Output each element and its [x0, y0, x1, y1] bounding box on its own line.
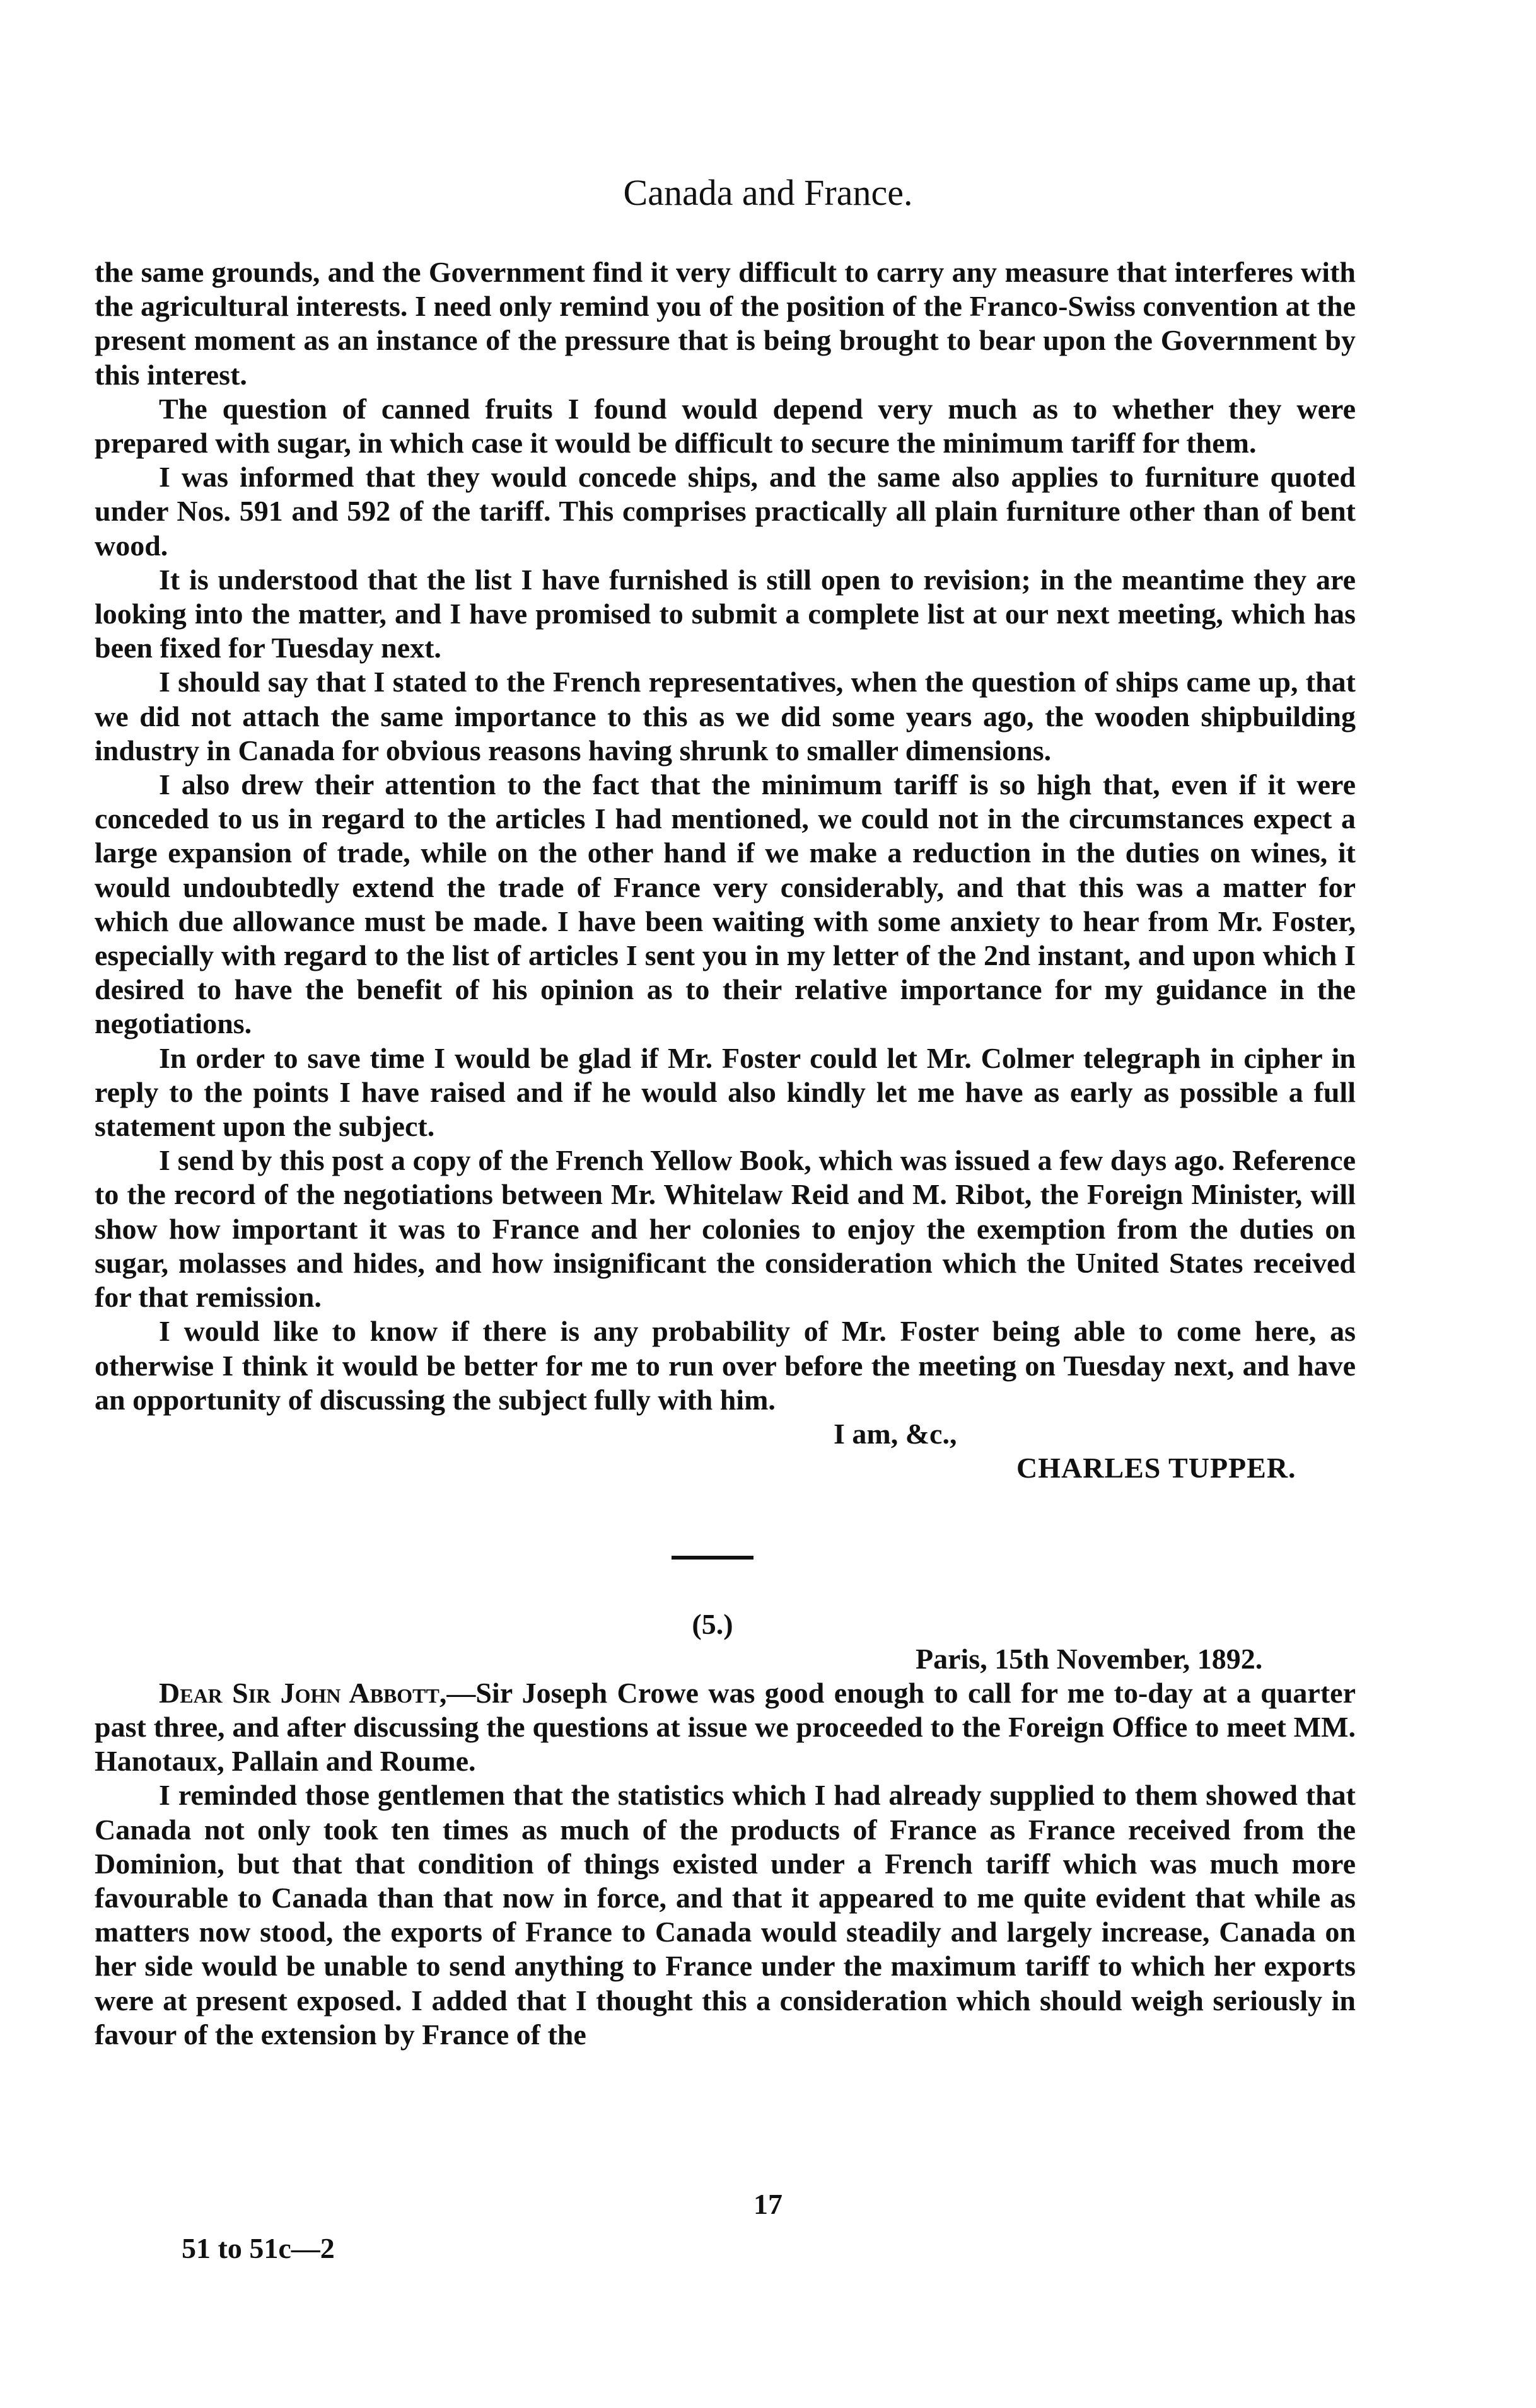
page-number: 17: [753, 2188, 783, 2220]
letter-opening-paragraph: [95, 1676, 1356, 1779]
letter-closing: I am, &c.,: [834, 1417, 957, 1450]
document-body: [95, 255, 1356, 2052]
opening-text: —Sir Joseph Crowe was good enough to call for me to-day at a quarter past three, and after discussing the questions at issue we proceeded to the Foreign Office to meet MM. Hanotaux, Pallain and Roume.: [95, 1676, 1356, 1778]
paragraph: I should say that I stated to the French representatives, when the question of ships came up, that we did not attach the same importance to this as we did some years ago, the wooden shipbuilding industry in Canada for obvious reasons having shrunk to smaller dimensions.: [95, 666, 1356, 767]
paragraph: I reminded those gentlemen that the statistics which I had already supplied to them showed that Canada not only took ten times as much of the products of France as France received from the Dominion, but that that condition of things existed under a French tariff which was much more favourable to Canada than that now in force, and that it appeared to me quite evident that while as matters now stood, the exports of France to Canada would steadily and largely increase, Canada on her side would be unable to send anything to France under the maximum tariff to which her exports were at present exposed. I added that I thought this a consideration which should weigh seriously in favour of the extension by France of the: [95, 1779, 1356, 2051]
running-header: Canada and France.: [623, 172, 913, 213]
paragraph: I would like to know if there is any probability of Mr. Foster being able to come here, as otherwise I think it would be better for me to run over before the meeting on Tuesday next, and have an opportunity of discussing the subject fully with him.: [95, 1315, 1356, 1416]
paragraph: I was informed that they would concede ships, and the same also applies to furniture quoted under Nos. 591 and 592 of the tariff. This comprises practically all plain furniture other than of bent wood.: [95, 461, 1356, 562]
sheet-reference: 51 to 51c—2: [182, 2232, 335, 2264]
paragraph: It is understood that the list I have furnished is still open to revision; in the meantime they are looking into the matter, and I have promised to submit a complete list at our next meeting, which has been fixed for Tuesday next.: [95, 563, 1356, 664]
paragraph: In order to save time I would be glad if Mr. Foster could let Mr. Colmer telegraph in cipher in reply to the points I have raised and if he would also kindly let me have as early as possible a full statement upon the subject.: [95, 1041, 1356, 1143]
salutation: Dear Sir John Abbott,: [159, 1676, 447, 1709]
paragraph: I send by this post a copy of the French Yellow Book, which was issued a few days ago. Reference to the record of the negotiations between Mr. Whitelaw Reid and M. Ribot, the Foreign Minister, will show how important it was to France and her colonies to enjoy the exemption from the duties on sugar, molasses and hides, and how insignificant the consideration which the United States received for that remission.: [95, 1144, 1356, 1314]
letter-number: (5.): [692, 1608, 733, 1641]
section-divider: [672, 1556, 753, 1560]
paragraph: The question of canned fruits I found would depend very much as to whether they were prepared with sugar, in which case it would be difficult to secure the minimum tariff for them.: [95, 392, 1356, 460]
dateline: Paris, 15th November, 1892.: [916, 1642, 1263, 1675]
signature: CHARLES TUPPER.: [1016, 1452, 1296, 1485]
paragraph-continued: the same grounds, and the Government find it very difficult to carry any measure that interferes with the agricultural interests. I need only remind you of the position of the Franco-Swiss convention at the present moment as an instance of the pressure that is being brought to bear upon the Government by this interest.: [95, 256, 1356, 391]
paragraph: I also drew their attention to the fact that the minimum tariff is so high that, even if it were conceded to us in regard to the articles I had mentioned, we could not in the circumstances expect a large expansion of trade, while on the other hand if we make a reduction in the duties on wines, it would undoubtedly extend the trade of France very considerably, and that this was a matter for which due allowance must be made. I have been waiting with some anxiety to hear from Mr. Foster, especially with regard to the list of articles I sent you in my letter of the 2nd instant, and upon which I desired to have the benefit of his opinion as to their relative importance for my guidance in the negotiations.: [95, 768, 1356, 1040]
